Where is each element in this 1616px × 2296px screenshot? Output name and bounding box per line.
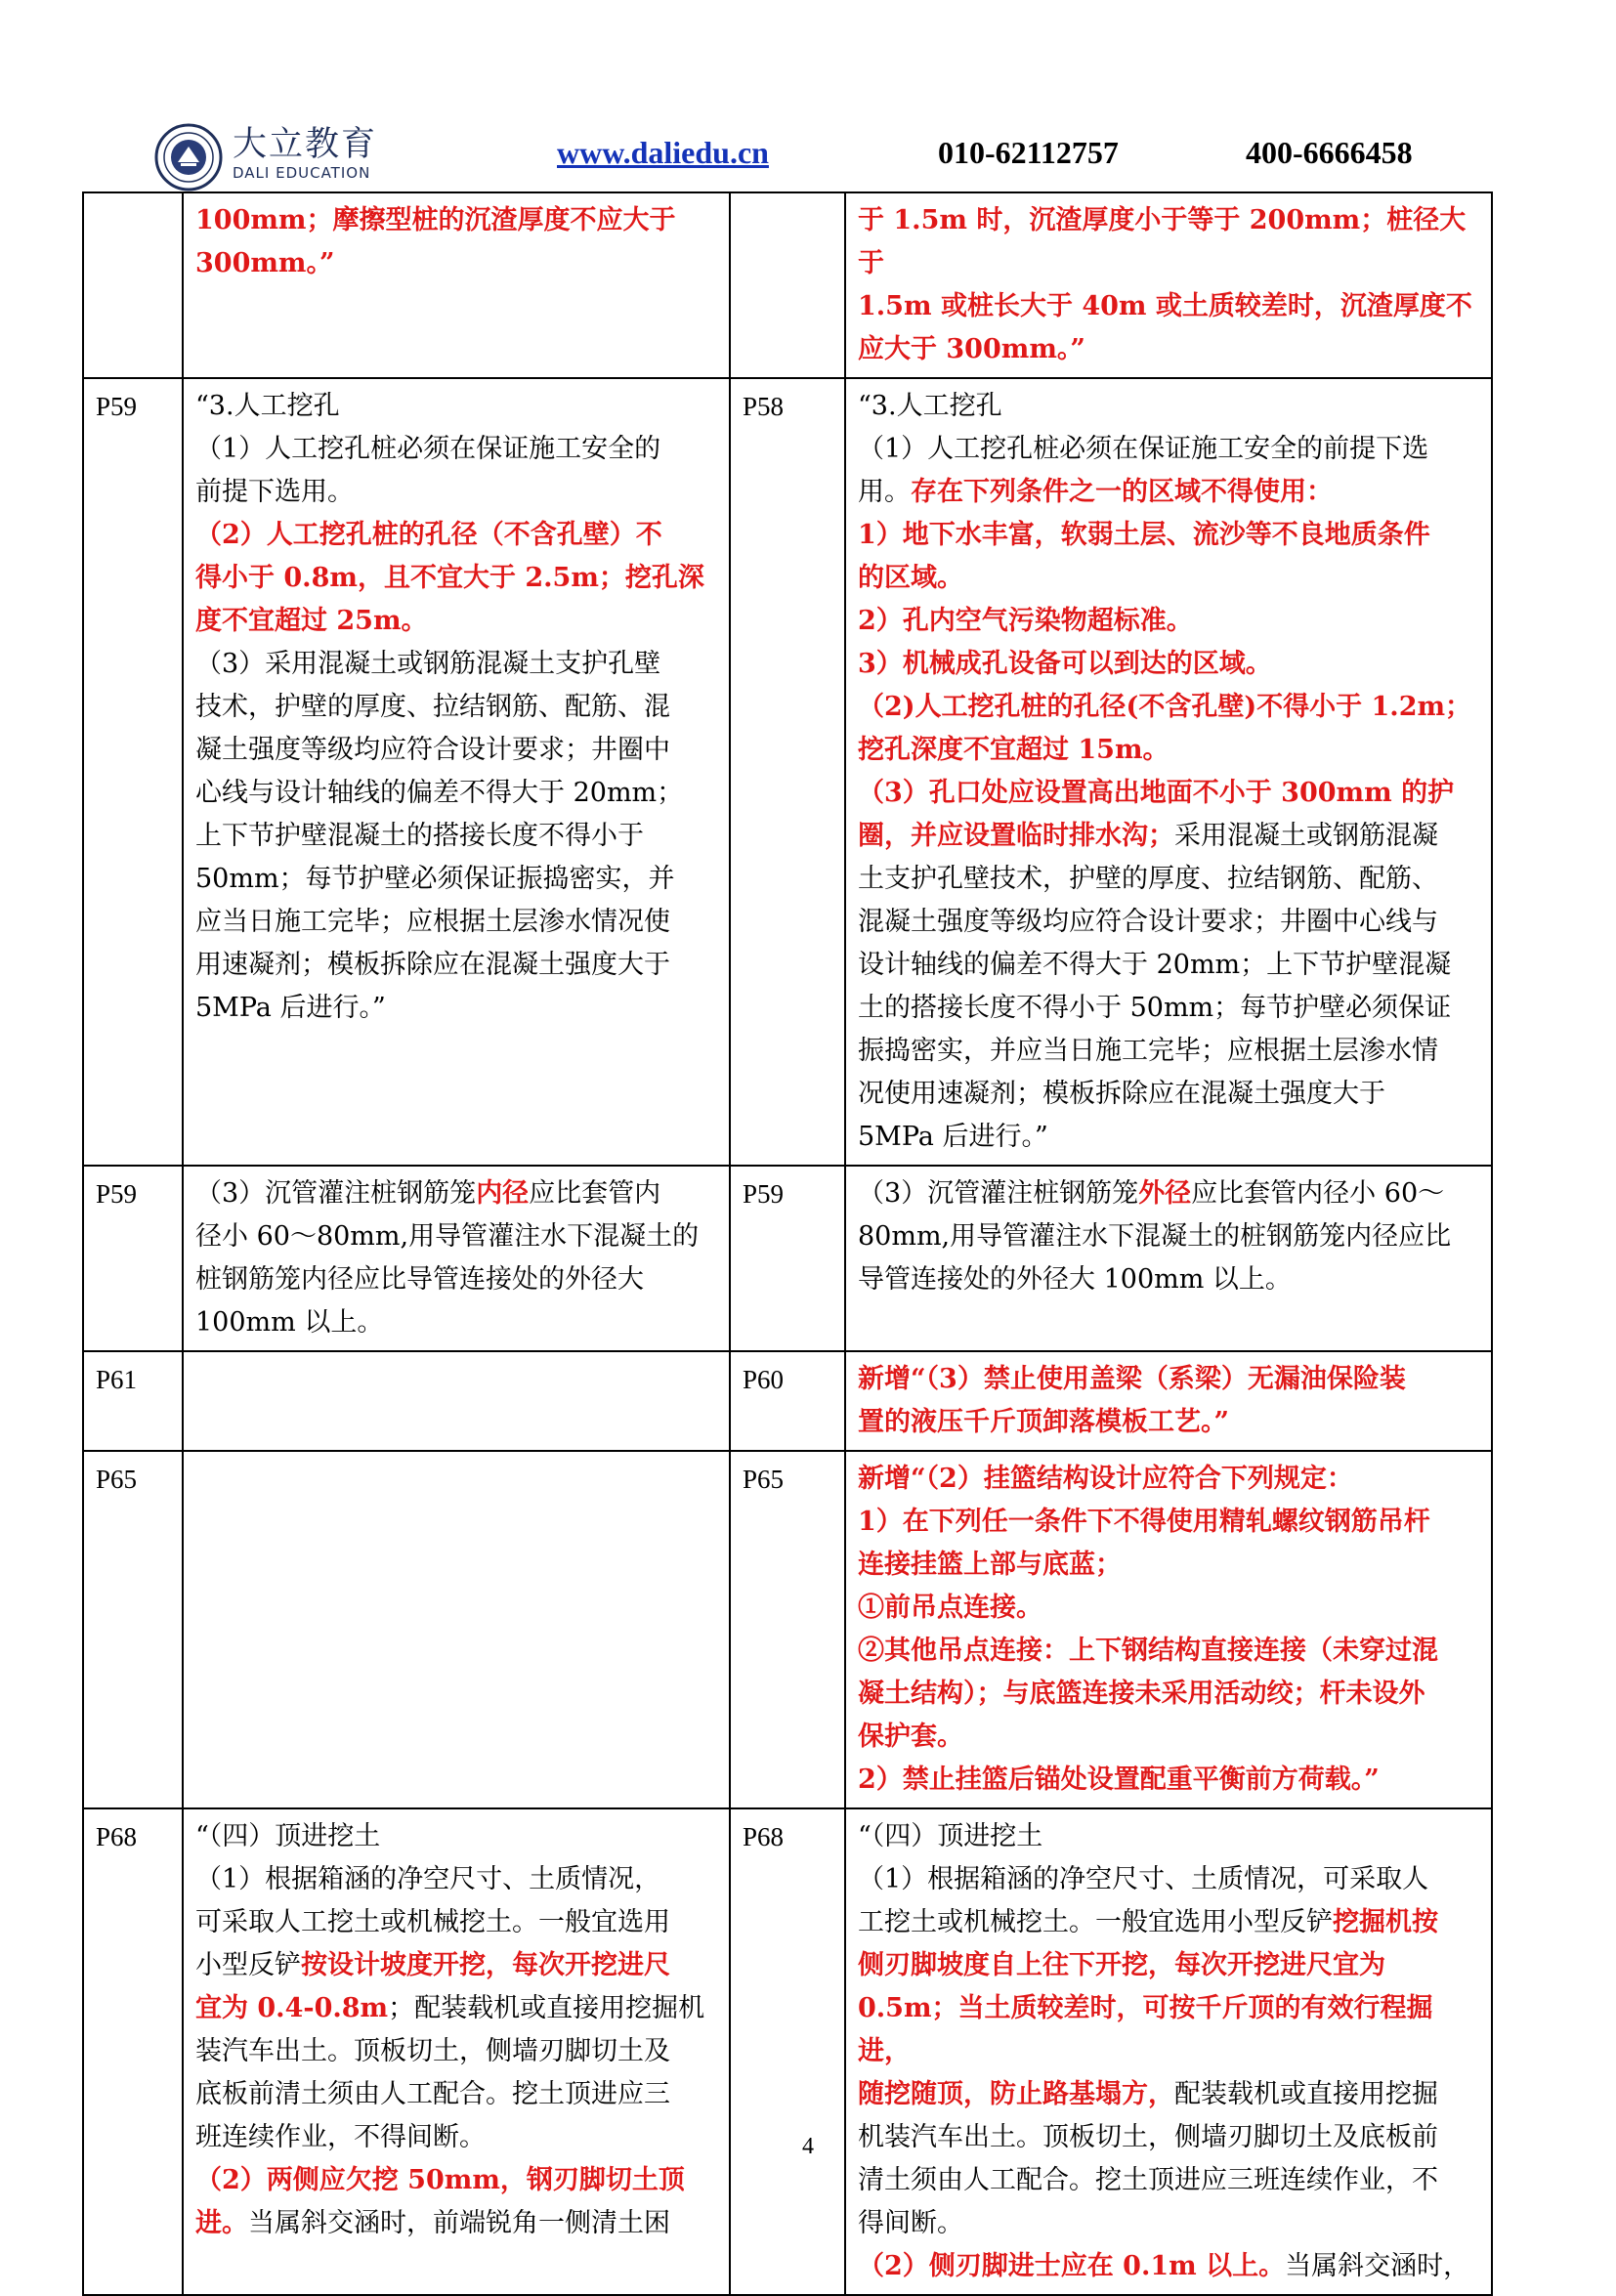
text-line	[195, 514, 717, 557]
new-page-ref: P68	[730, 1808, 845, 2295]
text-line	[858, 1030, 1479, 1073]
text-line	[195, 242, 717, 285]
highlighted-text: 新增“（3）禁止使用盖梁（系梁）无漏油保险装	[858, 1364, 1406, 1394]
text-line	[858, 944, 1479, 987]
table-row	[83, 1808, 1492, 2295]
highlighted-text: 1.5m 或桩长大于 40m 或土质较差时，沉渣厚度不	[858, 291, 1472, 321]
text-segment: “3.人工挖孔	[858, 391, 1002, 421]
new-content	[845, 378, 1492, 1166]
text-line	[195, 944, 717, 987]
text-line	[858, 1544, 1479, 1587]
text-segment: 可采取人工挖土或机械挖土。一般宜选用	[195, 1907, 670, 1937]
text-line	[858, 557, 1479, 600]
text-segment: 5MPa 后进行。”	[195, 993, 386, 1023]
text-line	[195, 385, 717, 428]
old-page-ref	[83, 192, 183, 378]
text-segment: 况使用速凝剂；模板拆除应在混凝土强度大于	[858, 1079, 1385, 1109]
text-segment: 凝土强度等级均应符合设计要求；井圈中	[195, 735, 670, 765]
old-page-ref: P59	[83, 378, 183, 1166]
text-line	[858, 2245, 1479, 2288]
highlighted-text: 300mm。”	[195, 248, 335, 278]
text-line	[195, 858, 717, 901]
highlighted-text: 3）机械成孔设备可以到达的区域。	[858, 649, 1272, 679]
text-segment: 土支护孔壁技术，护壁的厚度、拉结钢筋、配筋、	[858, 864, 1438, 894]
text-line	[858, 1215, 1479, 1258]
text-segment: ；配装载机或直接用挖掘机	[388, 1993, 705, 2023]
text-line	[858, 1716, 1479, 1759]
text-line	[858, 199, 1479, 285]
text-segment: 振捣密实，并应当日施工完毕；应根据土层渗水情	[858, 1036, 1438, 1066]
text-segment: 80mm,用导管灌注水下混凝土的桩钢筋笼内径应比	[858, 1221, 1452, 1252]
text-line	[195, 1215, 717, 1258]
text-segment: 土的搭接长度不得小于 50mm；每节护壁必须保证	[858, 993, 1452, 1023]
text-segment: 应比套管内径小 60～	[1191, 1178, 1445, 1209]
dali-logo-icon	[154, 123, 223, 191]
text-segment: 应比套管内	[529, 1178, 661, 1209]
table-row	[83, 192, 1492, 378]
highlighted-text: （2）人工挖孔桩的孔径（不含孔壁）不	[195, 520, 662, 550]
text-line	[858, 1258, 1479, 1301]
text-line	[195, 1858, 717, 1901]
text-line	[195, 2202, 717, 2245]
text-segment: （1）人工挖孔桩必须在保证施工安全的前提下选	[858, 434, 1429, 464]
text-segment: “（四）顶进挖土	[195, 1821, 381, 1851]
highlighted-text: （3）孔口处应设置高出地面不小于 300mm 的护	[858, 778, 1455, 808]
text-segment: 用速凝剂；模板拆除应在混凝土强度大于	[195, 950, 670, 980]
text-line	[195, 199, 717, 242]
new-page-ref	[730, 192, 845, 378]
old-content	[183, 1808, 730, 2295]
highlighted-text: 1）地下水丰富，软弱土层、流沙等不良地质条件	[858, 520, 1430, 550]
text-line	[858, 1358, 1479, 1401]
highlighted-text: 凝土结构）；与底篮连接未采用活动绞；杆未设外	[858, 1679, 1425, 1709]
old-content	[183, 1351, 730, 1451]
text-line	[858, 901, 1479, 944]
logo-wordmark	[233, 125, 377, 182]
text-segment: 桩钢筋笼内径应比导管连接处的外径大	[195, 1264, 644, 1295]
text-line	[858, 1759, 1479, 1802]
page-header	[147, 117, 1466, 195]
text-line	[858, 729, 1479, 772]
highlighted-text: 应大于 300mm。”	[858, 334, 1085, 364]
logo-chinese-name: 大立教育	[233, 125, 378, 164]
text-segment: 底板前清土须由人工配合。挖土顶进应三	[195, 2079, 670, 2109]
old-page-ref: P61	[83, 1351, 183, 1451]
text-segment: “（四）顶进挖土	[858, 1821, 1043, 1851]
text-segment: 装汽车出土。顶板切土，侧墙刃脚切土及	[195, 2036, 670, 2066]
text-segment: 当属斜交涵时，前端锐角一侧清土困	[248, 2208, 670, 2238]
highlighted-text: 得小于 0.8m，且不宜大于 2.5m；挖孔深	[195, 563, 704, 593]
text-segment: 工挖土或机械挖土。一般宜选用小型反铲	[858, 1907, 1333, 1937]
text-segment: （1）根据箱涵的净空尺寸、土质情况，可采取人	[858, 1864, 1429, 1894]
highlighted-text: 2）禁止挂篮后锚处设置配重平衡前方荷载。”	[858, 1765, 1380, 1795]
text-segment: 清土须由人工配合。挖土顶进应三班连续作业，不	[858, 2165, 1438, 2195]
text-line	[195, 1987, 717, 2030]
text-line	[195, 643, 717, 686]
text-line	[195, 2159, 717, 2202]
text-line	[195, 600, 717, 643]
highlighted-text: 保护套。	[858, 1722, 963, 1752]
text-line	[858, 428, 1479, 471]
highlighted-text: 置的液压千斤顶卸落模板工艺。”	[858, 1407, 1230, 1437]
highlighted-text: 挖掘机按	[1333, 1907, 1438, 1937]
highlighted-text: 的区域。	[858, 563, 963, 593]
new-content	[845, 1808, 1492, 2295]
text-line	[858, 385, 1479, 428]
text-segment: 采用混凝土或钢筋混凝	[1174, 821, 1438, 851]
text-line	[858, 2073, 1479, 2116]
table-row	[83, 1351, 1492, 1451]
table-row	[83, 1451, 1492, 1808]
text-line	[195, 1301, 717, 1344]
text-line	[195, 987, 717, 1030]
text-segment: 设计轴线的偏差不得大于 20mm；上下节护壁混凝	[858, 950, 1452, 980]
text-line	[858, 1458, 1479, 1501]
text-line	[195, 1258, 717, 1301]
highlighted-text: 0.5m；当土质较差时，可按千斤顶的有效行程掘进，	[858, 1993, 1433, 2066]
text-line	[858, 600, 1479, 643]
highlighted-text: 于 1.5m 时，沉渣厚度小于等于 200mm；桩径大于	[858, 205, 1467, 278]
page-number: 4	[802, 2134, 814, 2159]
old-content	[183, 1166, 730, 1351]
text-segment: 前提下选用。	[195, 477, 354, 507]
new-page-ref: P59	[730, 1166, 845, 1351]
text-segment: 技术，护壁的厚度、拉结钢筋、配筋、混	[195, 692, 670, 722]
text-line	[858, 1815, 1479, 1858]
highlighted-text: 挖孔深度不宜超过 15m。	[858, 735, 1169, 765]
text-segment: 心线与设计轴线的偏差不得大于 20mm；	[195, 778, 684, 808]
new-content	[845, 192, 1492, 378]
text-line	[195, 2030, 717, 2073]
highlighted-text: 度不宜超过 25m。	[195, 606, 428, 636]
highlighted-text: 进。	[195, 2208, 248, 2238]
highlighted-text: （2）两侧应欠挖 50mm，钢刃脚切土顶	[195, 2165, 685, 2195]
text-line	[858, 1073, 1479, 1116]
text-segment: 班连续作业，不得间断。	[195, 2122, 486, 2152]
text-line	[858, 1987, 1479, 2073]
highlighted-text: 随挖随顶，防止路基塌方，	[858, 2079, 1174, 2109]
text-line	[858, 686, 1479, 729]
highlighted-text: （2)人工挖孔桩的孔径(不含孔壁)不得小于 1.2m；	[858, 692, 1472, 722]
text-segment: 当属斜交涵时，	[1285, 2251, 1470, 2281]
text-line	[858, 815, 1479, 858]
text-segment: 混凝土强度等级均应符合设计要求；井圈中心线与	[858, 907, 1438, 937]
old-content	[183, 378, 730, 1166]
text-segment: 上下节护壁混凝土的搭接长度不得小于	[195, 821, 644, 851]
text-line	[858, 1401, 1479, 1444]
text-line	[195, 772, 717, 815]
phone-number-2: 400-6666458	[1246, 135, 1413, 170]
highlighted-text: ②其他吊点连接：上下钢结构直接连接（未穿过混	[858, 1636, 1438, 1666]
text-line	[858, 1630, 1479, 1673]
text-segment: 应当日施工完毕；应根据土层渗水情况使	[195, 907, 670, 937]
text-line	[858, 1858, 1479, 1901]
text-line	[195, 815, 717, 858]
text-line	[195, 1172, 717, 1215]
text-line	[858, 858, 1479, 901]
highlighted-text: 2）孔内空气污染物超标准。	[858, 606, 1193, 636]
text-line	[858, 328, 1479, 371]
old-page-ref: P68	[83, 1808, 183, 2295]
text-line	[195, 1944, 717, 1987]
text-line	[858, 1944, 1479, 1987]
highlighted-text: 100mm；摩擦型桩的沉渣厚度不应大于	[195, 205, 676, 235]
highlighted-text: 圈，并应设置临时排水沟；	[858, 821, 1174, 851]
new-page-ref: P65	[730, 1451, 845, 1808]
highlighted-text: 外径	[1138, 1178, 1192, 1209]
old-page-ref: P65	[83, 1451, 183, 1808]
text-line	[858, 1587, 1479, 1630]
highlighted-text: 内径	[476, 1178, 530, 1209]
text-line	[195, 1901, 717, 1944]
text-segment: （3）沉管灌注桩钢筋笼	[195, 1178, 477, 1209]
logo-english-name: DALI EDUCATION	[233, 164, 371, 182]
text-segment: 5MPa 后进行。”	[858, 1122, 1048, 1152]
text-line	[195, 901, 717, 944]
text-line	[858, 1172, 1479, 1215]
phone-number-1: 010-62112757	[938, 135, 1119, 170]
text-line	[195, 729, 717, 772]
text-line	[858, 1901, 1479, 1944]
text-segment: 小型反铲	[195, 1950, 301, 1980]
table-row	[83, 378, 1492, 1166]
text-line	[195, 2073, 717, 2116]
new-content	[845, 1166, 1492, 1351]
text-line	[858, 1116, 1479, 1159]
website-link[interactable]: www.daliedu.cn	[557, 135, 769, 170]
text-line	[195, 686, 717, 729]
new-page-ref: P60	[730, 1351, 845, 1451]
text-line	[195, 428, 717, 471]
text-segment: 导管连接处的外径大 100mm 以上。	[858, 1264, 1292, 1295]
text-segment: 得间断。	[858, 2208, 963, 2238]
highlighted-text: 1）在下列任一条件下不得使用精轧螺纹钢筋吊杆	[858, 1507, 1430, 1537]
text-line	[195, 557, 717, 600]
highlighted-text: 连接挂篮上部与底蓝；	[858, 1550, 1122, 1580]
text-line	[858, 987, 1479, 1030]
text-line	[195, 471, 717, 514]
comparison-table	[82, 191, 1493, 2296]
text-segment: （1）根据箱涵的净空尺寸、土质情况，	[195, 1864, 661, 1894]
highlighted-text: 侧刃脚坡度自上往下开挖，每次开挖进尺宜为	[858, 1950, 1385, 1980]
text-line	[858, 285, 1479, 328]
highlighted-text: （2）侧刃脚进士应在 0.1m 以上。	[858, 2251, 1286, 2281]
text-line	[858, 1673, 1479, 1716]
text-line	[858, 643, 1479, 686]
text-segment: “3.人工挖孔	[195, 391, 340, 421]
highlighted-text: 按设计坡度开挖，每次开挖进尺	[301, 1950, 670, 1980]
text-segment: 径小 60～80mm,用导管灌注水下混凝土的	[195, 1221, 700, 1252]
old-page-ref: P59	[83, 1166, 183, 1351]
text-segment: 机装汽车出土。顶板切土，侧墙刃脚切土及底板前	[858, 2122, 1438, 2152]
new-content	[845, 1451, 1492, 1808]
text-segment: 配装载机或直接用挖掘	[1174, 2079, 1438, 2109]
text-line	[858, 772, 1479, 815]
text-line	[858, 2202, 1479, 2245]
new-content	[845, 1351, 1492, 1451]
text-line	[858, 1501, 1479, 1544]
text-segment: （3）沉管灌注桩钢筋笼	[858, 1178, 1139, 1209]
old-content	[183, 192, 730, 378]
text-line	[195, 1815, 717, 1858]
highlighted-text: 宜为 0.4-0.8m	[195, 1993, 389, 2023]
text-segment: 用。	[858, 477, 911, 507]
old-content	[183, 1451, 730, 1808]
highlighted-text: ①前吊点连接。	[858, 1593, 1042, 1623]
text-line	[858, 514, 1479, 557]
highlighted-text: 新增“（2）挂篮结构设计应符合下列规定：	[858, 1464, 1353, 1494]
highlighted-text: 存在下列条件之一的区域不得使用：	[911, 477, 1333, 507]
text-line	[858, 2159, 1479, 2202]
text-segment: 50mm；每节护壁必须保证振捣密实，并	[195, 864, 675, 894]
text-segment: （3）采用混凝土或钢筋混凝土支护孔壁	[195, 649, 661, 679]
table-row	[83, 1166, 1492, 1351]
text-line	[858, 471, 1479, 514]
new-page-ref: P58	[730, 378, 845, 1166]
text-segment: 100mm 以上。	[195, 1307, 384, 1338]
text-segment: （1）人工挖孔桩必须在保证施工安全的	[195, 434, 661, 464]
